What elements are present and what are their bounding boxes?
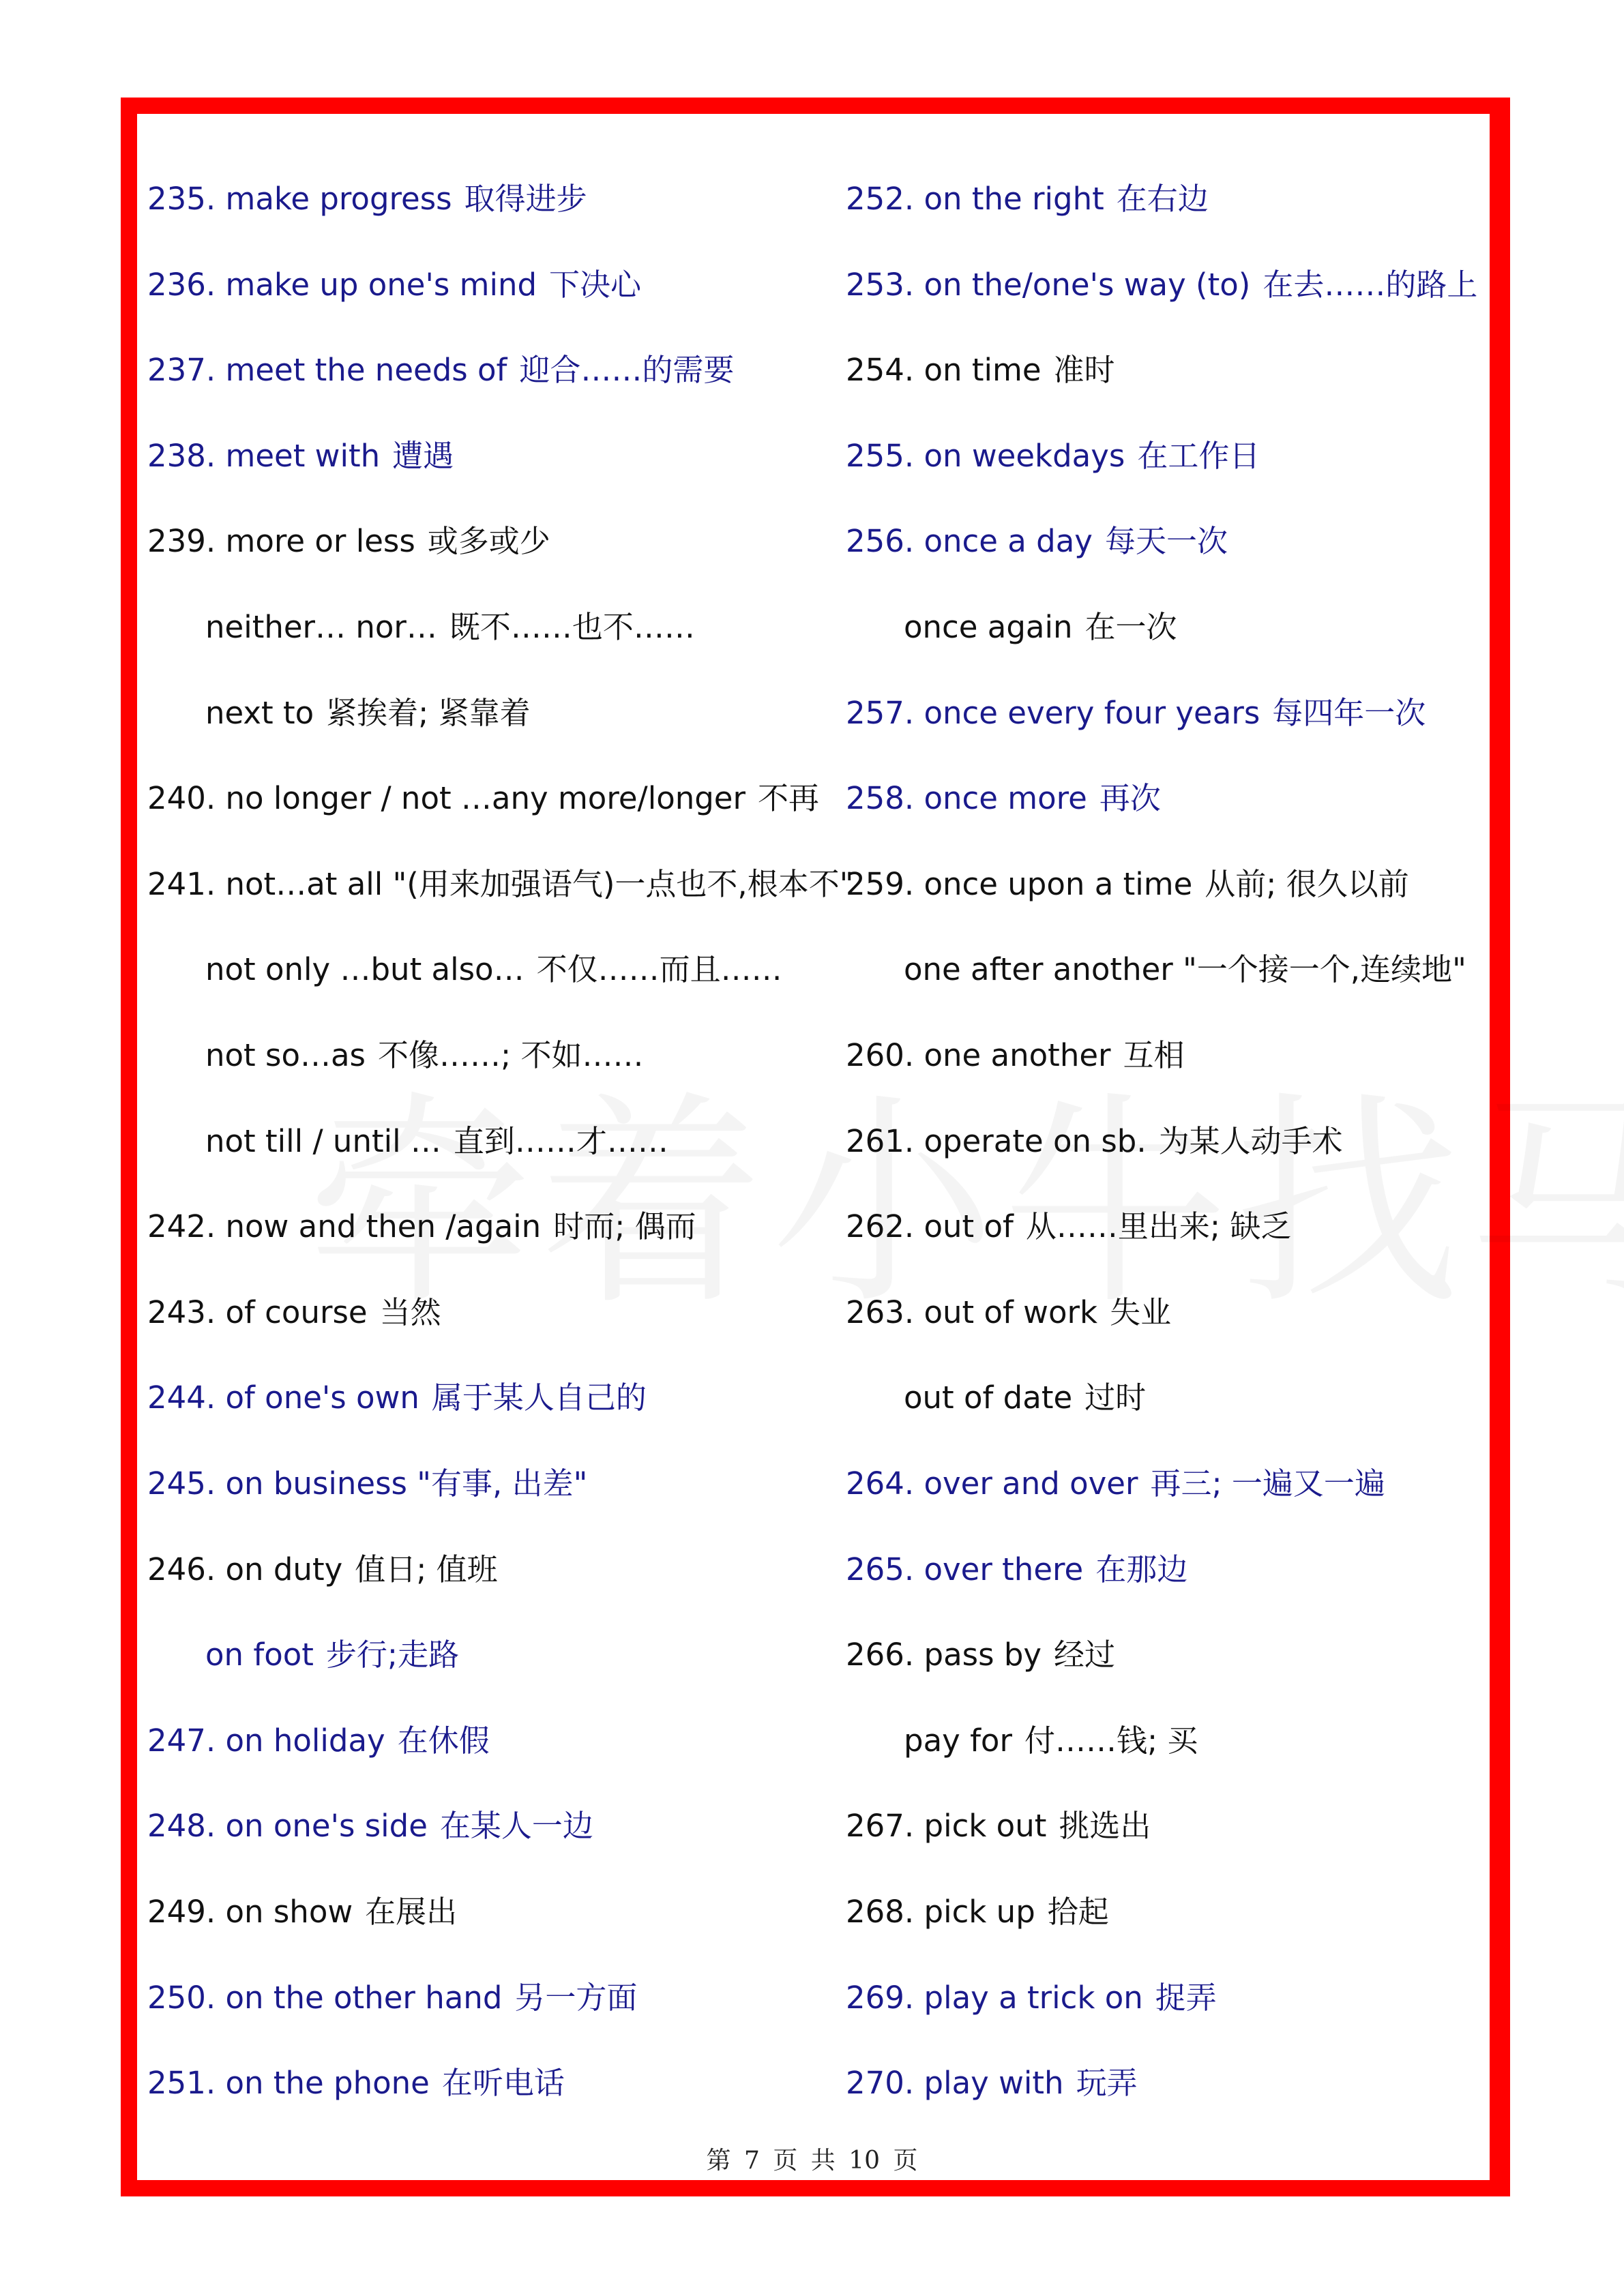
phrase-english: 253. on the/one's way (to)	[846, 267, 1251, 303]
phrase-english: 255. on weekdays	[846, 438, 1125, 474]
phrase-chinese: 不仅……而且……	[536, 951, 782, 987]
phrase-chinese: 在右边	[1116, 181, 1209, 217]
phrase-english: 263. out of work	[846, 1294, 1098, 1330]
phrase-chinese: 再三; 一遍又一遍	[1150, 1465, 1385, 1502]
phrase-entry	[147, 1292, 441, 1333]
phrase-english: 270. play with	[846, 2065, 1064, 2101]
phrase-english: 267. pick out	[846, 1808, 1047, 1844]
phrase-entry	[846, 1121, 1343, 1162]
phrase-entry	[147, 778, 819, 819]
phrase-entry	[904, 1377, 1146, 1418]
phrase-entry	[904, 607, 1177, 648]
phrase-chinese: 步行;走路	[325, 1637, 460, 1673]
phrase-entry	[846, 1635, 1115, 1675]
phrase-chinese: 或多或少	[427, 523, 550, 559]
phrase-english: not so…as	[205, 1037, 366, 1073]
phrase-chinese: 每四年一次	[1272, 695, 1426, 731]
phrase-english: on foot	[205, 1637, 314, 1673]
phrase-entry	[147, 179, 587, 220]
phrase-entry	[147, 2063, 565, 2104]
page-footer: 第 7 页 共 10 页	[706, 2147, 918, 2175]
phrase-entry	[147, 1978, 637, 2018]
phrase-entry	[846, 350, 1115, 391]
phrase-chinese: 从前; 很久以前	[1205, 866, 1409, 902]
phrase-entry	[147, 1377, 647, 1418]
phrase-entry	[147, 521, 550, 562]
phrase-english: 248. on one's side	[147, 1808, 428, 1844]
phrase-english: 261. operate on sb.	[846, 1123, 1147, 1159]
phrase-chinese: 再次	[1099, 780, 1161, 816]
phrase-english: 242. now and then /again	[147, 1208, 542, 1244]
phrase-entry	[846, 1978, 1217, 2018]
phrase-english: 245. on business "有事, 出差"	[147, 1465, 588, 1502]
phrase-english: 239. more or less	[147, 523, 415, 559]
phrase-entry	[147, 864, 853, 905]
phrase-english: 264. over and over	[846, 1465, 1138, 1502]
phrase-english: 237. meet the needs of	[147, 352, 507, 388]
phrase-english: neither… nor…	[205, 609, 437, 645]
phrase-entry	[846, 521, 1228, 562]
phrase-entry	[846, 1292, 1171, 1333]
phrase-chinese: 下决心	[549, 267, 642, 303]
phrase-chinese: 直到……才……	[453, 1123, 668, 1159]
phrase-english: 247. on holiday	[147, 1723, 385, 1759]
phrase-chinese: 挑选出	[1059, 1808, 1151, 1844]
phrase-entry	[904, 1720, 1198, 1761]
phrase-entry	[846, 778, 1161, 819]
phrase-english: 238. meet with	[147, 438, 381, 474]
phrase-entry	[205, 607, 695, 648]
phrase-english: 260. one another	[846, 1037, 1111, 1073]
phrase-chinese: 遭遇	[392, 438, 454, 474]
phrase-entry	[846, 265, 1477, 305]
phrase-chinese: 在那边	[1095, 1551, 1188, 1587]
phrase-english: 250. on the other hand	[147, 1980, 503, 2016]
phrase-chinese: 属于某人自己的	[431, 1380, 647, 1416]
phrase-entry	[846, 1806, 1151, 1847]
phrase-chinese: 失业	[1110, 1294, 1172, 1330]
phrase-english: 256. once a day	[846, 523, 1093, 559]
phrase-chinese: 从……里出来; 缺乏	[1025, 1208, 1292, 1244]
phrase-english: pay for	[904, 1723, 1012, 1759]
phrase-english: 236. make up one's mind	[147, 267, 537, 303]
phrase-entry	[846, 1549, 1187, 1590]
phrase-chinese: 拾起	[1047, 1894, 1109, 1930]
phrase-entry	[205, 693, 531, 734]
phrase-chinese: 时而; 偶而	[553, 1208, 696, 1244]
phrase-chinese: 值日; 值班	[355, 1551, 498, 1587]
phrase-chinese: 取得进步	[464, 181, 587, 217]
phrase-english: 235. make progress	[147, 181, 452, 217]
phrase-entry	[846, 1206, 1291, 1247]
phrase-english: next to	[205, 695, 314, 731]
phrase-entry	[147, 1206, 696, 1247]
phrase-english: 254. on time	[846, 352, 1042, 388]
phrase-chinese: 捉弄	[1155, 1980, 1217, 2016]
phrase-english: 269. play a trick on	[846, 1980, 1143, 2016]
phrase-chinese: 经过	[1054, 1637, 1116, 1673]
phrase-entry	[846, 436, 1260, 477]
phrase-entry	[147, 265, 641, 305]
phrase-entry	[846, 179, 1209, 220]
phrase-entry	[147, 1806, 593, 1847]
phrase-entry	[846, 693, 1426, 734]
phrase-chinese: 另一方面	[514, 1980, 638, 2016]
phrase-english: once again	[904, 609, 1073, 645]
phrase-chinese: 紧挨着; 紧靠着	[326, 695, 531, 731]
phrase-entry	[205, 1035, 643, 1076]
phrase-entry	[147, 1549, 498, 1590]
phrase-english: 244. of one's own	[147, 1380, 419, 1416]
phrase-chinese: 互相	[1123, 1037, 1185, 1073]
phrase-english: not till / until …	[205, 1123, 441, 1159]
phrase-chinese: 为某人动手术	[1158, 1123, 1343, 1159]
phrase-entry	[147, 1892, 457, 1933]
phrase-english: out of date	[904, 1380, 1073, 1416]
phrase-entry	[846, 1035, 1185, 1076]
phrase-entry	[846, 2063, 1138, 2104]
phrase-entry	[147, 350, 734, 391]
phrase-chinese: 在工作日	[1137, 438, 1260, 474]
phrase-english: 246. on duty	[147, 1551, 343, 1587]
phrase-chinese: 在去……的路上	[1263, 267, 1478, 303]
phrase-english: 240. no longer / not …any more/longer	[147, 780, 745, 816]
phrase-english: 259. once upon a time	[846, 866, 1193, 902]
phrase-chinese: 准时	[1053, 352, 1115, 388]
phrase-english: 257. once every four years	[846, 695, 1260, 731]
phrase-entry	[846, 864, 1409, 905]
phrase-chinese: 在某人一边	[439, 1808, 593, 1844]
phrase-entry	[904, 949, 1466, 990]
phrase-entry	[147, 1463, 587, 1504]
phrase-chinese: 在听电话	[441, 2065, 565, 2101]
phrase-chinese: 玩弄	[1076, 2065, 1138, 2101]
phrase-entry	[205, 949, 782, 990]
phrase-english: not only …but also…	[205, 951, 525, 987]
phrase-entry	[846, 1892, 1109, 1933]
phrase-entry	[147, 1720, 490, 1761]
phrase-chinese: 当然	[379, 1294, 441, 1330]
phrase-english: 241. not…at all "(用来加强语气)一点也不,根本不"	[147, 866, 854, 902]
phrase-english: 265. over there	[846, 1551, 1084, 1587]
phrase-chinese: 不再	[758, 780, 820, 816]
phrase-english: 262. out of	[846, 1208, 1014, 1244]
phrase-english: 266. pass by	[846, 1637, 1042, 1673]
phrase-entry	[205, 1121, 668, 1162]
phrase-english: 268. pick up	[846, 1894, 1035, 1930]
phrase-chinese: 不像……; 不如……	[378, 1037, 644, 1073]
phrase-chinese: 每天一次	[1104, 523, 1228, 559]
phrase-english: one after another "一个接一个,连续地"	[904, 951, 1466, 987]
phrase-english: 252. on the right	[846, 181, 1104, 217]
phrase-chinese: 过时	[1084, 1380, 1147, 1416]
phrase-chinese: 在一次	[1084, 609, 1177, 645]
phrase-entry	[846, 1463, 1385, 1504]
phrase-chinese: 付……钱; 买	[1024, 1723, 1198, 1759]
phrase-english: 249. on show	[147, 1894, 353, 1930]
phrase-english: 258. once more	[846, 780, 1087, 816]
phrase-chinese: 迎合……的需要	[519, 352, 735, 388]
phrase-chinese: 既不……也不……	[449, 609, 695, 645]
phrase-entry	[205, 1635, 459, 1675]
phrase-chinese: 在休假	[397, 1723, 490, 1759]
phrase-entry	[147, 436, 454, 477]
phrase-english: 251. on the phone	[147, 2065, 430, 2101]
phrase-english: 243. of course	[147, 1294, 368, 1330]
phrase-chinese: 在展出	[365, 1894, 458, 1930]
